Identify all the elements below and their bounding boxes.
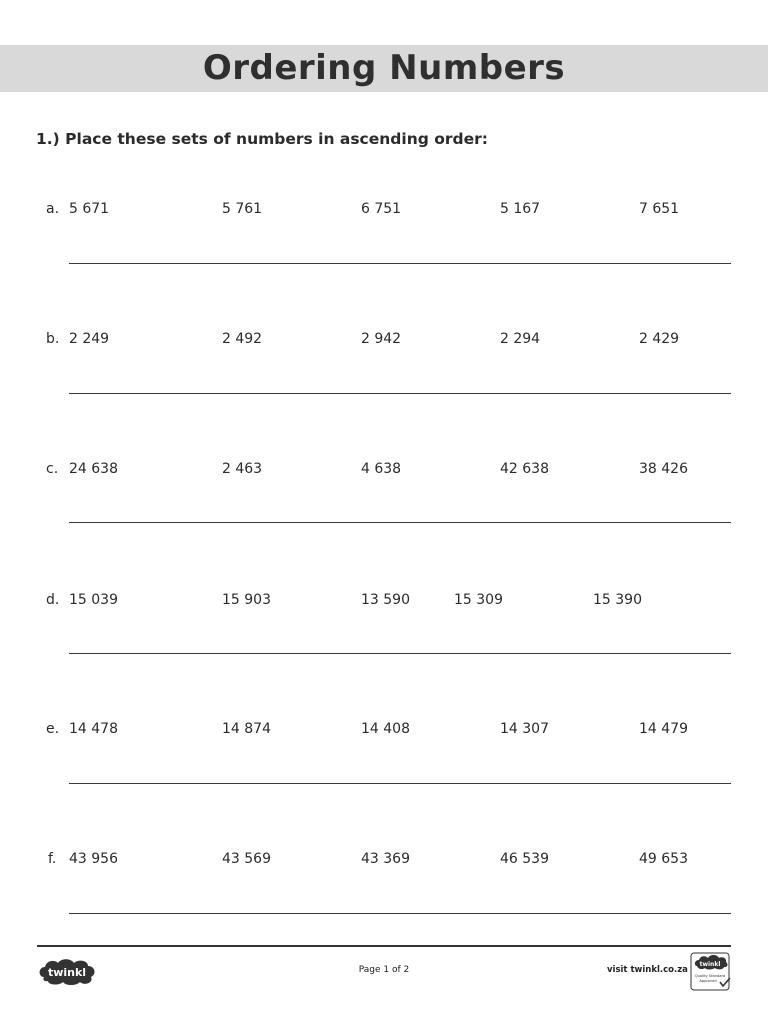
answer-line-d[interactable] — [69, 653, 731, 654]
row-label: f. — [48, 851, 57, 867]
question-row-c — [0, 461, 768, 485]
number-item: 24 638 — [69, 461, 118, 477]
question-instruction: 1.) Place these sets of numbers in ascending order: — [36, 130, 488, 148]
question-row-b — [0, 331, 768, 355]
number-item: 38 426 — [639, 461, 688, 477]
number-item: 14 479 — [639, 721, 688, 737]
number-item: 42 638 — [500, 461, 549, 477]
badge-line-1: Quality Standard — [694, 974, 726, 978]
question-row-e — [0, 721, 768, 745]
number-item: 14 408 — [361, 721, 410, 737]
website-link[interactable]: visit twinkl.co.za — [607, 965, 688, 975]
answer-line-b[interactable] — [69, 393, 731, 394]
number-item: 14 874 — [222, 721, 271, 737]
number-item: 2 942 — [361, 331, 402, 347]
logo-text: twinkl — [47, 966, 87, 979]
row-label: a. — [46, 201, 60, 217]
number-item: 15 309 — [454, 592, 503, 608]
number-item: 46 539 — [500, 851, 549, 867]
quality-standard-badge — [690, 952, 732, 992]
number-item: 43 569 — [222, 851, 271, 867]
number-item: 15 390 — [593, 592, 642, 608]
page-title: Ordering Numbers — [202, 48, 566, 88]
answer-line-e[interactable] — [69, 783, 731, 784]
number-item: 4 638 — [361, 461, 402, 477]
number-item: 6 751 — [361, 201, 402, 217]
number-item: 2 463 — [222, 461, 263, 477]
row-label: d. — [46, 592, 60, 608]
number-item: 5 671 — [69, 201, 110, 217]
question-row-d — [0, 592, 768, 616]
number-item: 2 249 — [69, 331, 110, 347]
number-item: 14 478 — [69, 721, 118, 737]
number-item: 43 369 — [361, 851, 410, 867]
number-item: 7 651 — [639, 201, 680, 217]
number-item: 2 429 — [639, 331, 680, 347]
number-item: 2 294 — [500, 331, 541, 347]
answer-line-c[interactable] — [69, 522, 731, 523]
page-number: Page 1 of 2 — [358, 965, 410, 975]
question-row-f — [0, 851, 768, 875]
number-item: 13 590 — [361, 592, 410, 608]
footer-divider — [37, 945, 731, 947]
row-label: b. — [46, 331, 60, 347]
number-item: 49 653 — [639, 851, 688, 867]
number-item: 15 903 — [222, 592, 271, 608]
number-item: 14 307 — [500, 721, 549, 737]
number-item: 5 761 — [222, 201, 263, 217]
question-row-a — [0, 201, 768, 225]
badge-brand: twinkl — [699, 961, 721, 968]
number-item: 2 492 — [222, 331, 263, 347]
answer-line-f[interactable] — [69, 913, 731, 914]
badge-line-2: Approved — [699, 979, 717, 983]
answer-line-a[interactable] — [69, 263, 731, 264]
number-item: 5 167 — [500, 201, 541, 217]
row-label: c. — [46, 461, 59, 477]
row-label: e. — [46, 721, 60, 737]
number-item: 15 039 — [69, 592, 118, 608]
number-item: 43 956 — [69, 851, 118, 867]
